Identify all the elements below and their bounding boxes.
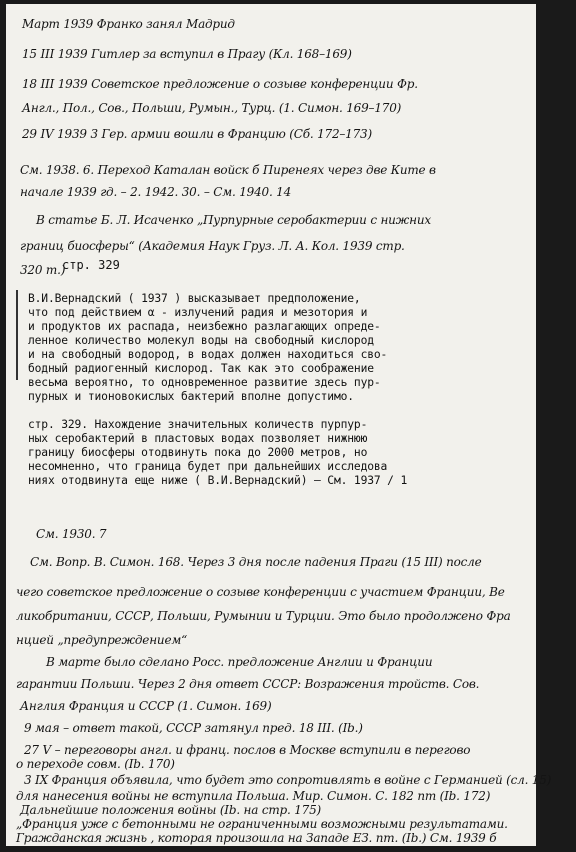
handwritten-line: 29 IV 1939 3 Гер. армии вошли в Францию (Сб. 172–173) (22, 127, 372, 141)
handwritten-line: 3 IX Франция объявила, что будет это сопротивлять в войне с Германией (сл. 15) (24, 773, 552, 787)
typed-line: и на свободный водород, в водах должен находиться сво- (28, 348, 388, 361)
typed-line: ленное количество молекул воды на свободный кислород (28, 334, 374, 347)
typed-line: стр. 329. Нахождение значительных количеств пурпур- (28, 418, 368, 431)
document-page (6, 4, 552, 846)
typed-line: ниях отодвинута еще ниже ( В.И.Вернадский) – См. 1937 / 1 (28, 474, 408, 487)
handwritten-line: 27 V – переговоры англ. и франц. послов в Москве вступили в перегово (24, 743, 471, 757)
handwritten-line: „Франция уже с бетонными не ограниченными возможными результатами. (16, 817, 508, 831)
handwritten-line: Англия Франция и СССР (1. Симон. 169) (20, 699, 272, 713)
typed-line: несомненно, что граница будет при дальнейших исследова (28, 460, 388, 473)
typed-line: бодный радиогенный кислород. Так как это соображение (28, 362, 374, 375)
handwritten-line: Дальнейшие положения войны (Ib. на стр. 175) (20, 803, 322, 817)
handwritten-line: начале 1939 гд. – 2. 1942. 30. – См. 1940. 14 (20, 185, 292, 199)
handwritten-line: для нанесения войны не вступила Польша. Мир. Симон. С. 182 пт (Ib. 172) (16, 789, 491, 803)
handwritten-line: нцией „предупреждением“ (16, 633, 188, 647)
handwritten-line: чего советское предложение о созыве конференции с участием Франции, Ве (16, 585, 505, 599)
handwritten-line: Англ., Пол., Сов., Польши, Румын., Турц. (1. Симон. 169–170) (22, 101, 402, 115)
handwritten-line: В статье Б. Л. Исаченко „Пурпурные серобактерии с нижних (36, 213, 431, 227)
typed-line: пурных и тионовокислых бактерий вполне допустимо. (28, 390, 354, 403)
typed-paragraph-1 (28, 292, 520, 404)
handwritten-line: Гражданская жизнь , которая произошла на Западе ЕЗ. пт. (Ib.) См. 1939 б (16, 831, 497, 845)
typed-line: ных серобактерий в пластовых водах позволяет нижнюю (28, 432, 368, 445)
handwritten-line: См. 1938. 6. Переход Каталан войск б Пиренеях через две Ките в (20, 163, 436, 177)
handwritten-line: 9 мая – ответ такой, СССР затянул пред. 18 III. (Ib.) (24, 721, 363, 735)
typed-line: В.И.Вернадский ( 1937 ) высказывает предположение, (28, 292, 361, 305)
typed-line: весьма вероятно, то одновременное развитие здесь пур- (28, 376, 381, 389)
typed-paragraph-2 (28, 418, 520, 488)
handwritten-line: ликобритании, СССР, Польши, Румынии и Турции. Это было продолжено Фра (16, 609, 511, 623)
page-reference: стр. 329 (62, 258, 120, 272)
handwritten-line: См. 1930. 7 (36, 527, 107, 541)
handwritten-line: 320 т.) (20, 263, 66, 277)
handwritten-line: границ биосферы“ (Академия Наук Груз. Л. А. Кол. 1939 стр. (20, 239, 405, 253)
handwritten-line: Март 1939 Франко занял Мадрид (22, 17, 235, 31)
handwritten-line: 18 III 1939 Советское предложение о созыве конференции Фр. (22, 77, 418, 91)
handwritten-line: о переходе совм. (Ib. 170) (16, 757, 175, 771)
handwritten-line: 15 III 1939 Гитлер за вступил в Прагу (Кл. 168–169) (22, 47, 352, 61)
typed-line: и продуктов их распада, неизбежно разлагающих опреде- (28, 320, 381, 333)
handwritten-line: См. Вопр. В. Симон. 168. Через 3 дня после падения Праги (15 III) после (30, 555, 482, 569)
handwritten-line: В марте было сделано Росс. предложение Англии и Франции (46, 655, 433, 669)
typed-line: что под действием α - излучений радия и мезотория и (28, 306, 368, 319)
handwritten-line: гарантии Польши. Через 2 дня ответ СССР: Возражения тройств. Сов. (16, 677, 480, 691)
typed-line: границу биосферы отодвинуть пока до 2000 метров, но (28, 446, 368, 459)
margin-mark (16, 290, 18, 380)
